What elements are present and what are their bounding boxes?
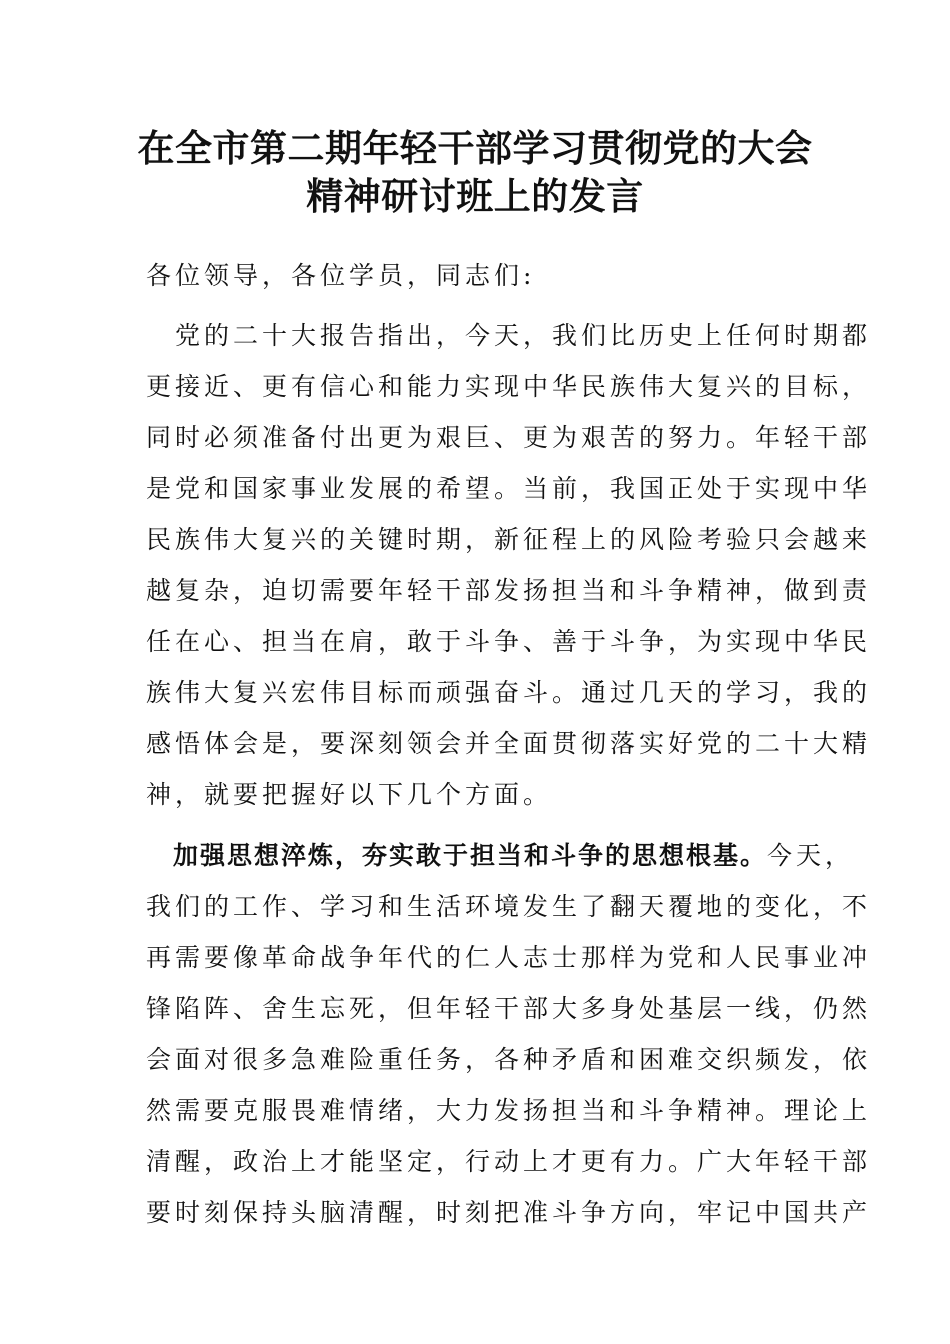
paragraph-line: 更接近、更有信心和能力实现中华民族伟大复兴的目标， (146, 372, 872, 401)
paragraph-line: 是党和国家事业发展的希望。当前，我国正处于实现中华 (146, 474, 872, 503)
paragraph-line: 神，就要把握好以下几个方面。 (146, 780, 553, 809)
paragraph-first-line (146, 830, 855, 882)
paragraph-line: 然需要克服畏难情绪，大力发扬担当和斗争精神。理论上 (146, 1096, 872, 1125)
salutation: 各位领导，各位学员，同志们: (146, 261, 536, 290)
document-title-line-1: 在全市第二期年轻干部学习贯彻党的大会 (137, 126, 813, 170)
paragraph-line: 族伟大复兴宏伟目标而顽强奋斗。通过几天的学习，我的 (146, 678, 872, 707)
paragraph-first-line-rest: 今天， (767, 841, 855, 870)
paragraph-line: 锋陷阵、舍生忘死，但年轻干部大多身处基层一线，仍然 (146, 994, 872, 1023)
paragraph-line: 感悟体会是，要深刻领会并全面贯彻落实好党的二十大精 (146, 729, 872, 758)
paragraph-line: 清醒，政治上才能坚定，行动上才更有力。广大年轻干部 (146, 1147, 872, 1176)
paragraph-line: 民族伟大复兴的关键时期，新征程上的风险考验只会越来 (146, 525, 872, 554)
paragraph-line: 任在心、担当在肩，敢于斗争、善于斗争，为实现中华民 (146, 627, 872, 656)
paragraph-line: 党的二十大报告指出，今天，我们比历史上任何时期都 (146, 321, 872, 350)
paragraph-line: 再需要像革命战争年代的仁人志士那样为党和人民事业冲 (146, 943, 872, 972)
paragraph-line: 越复杂，迫切需要年轻干部发扬担当和斗争精神，做到责 (146, 576, 872, 605)
paragraph-line: 我们的工作、学习和生活环境发生了翻天覆地的变化，不 (146, 892, 872, 921)
document-title-line-2: 精神研讨班上的发言 (306, 174, 644, 218)
paragraph-line: 要时刻保持头脑清醒，时刻把准斗争方向，牢记中国共产 (146, 1198, 872, 1227)
paragraph-line: 同时必须准备付出更为艰巨、更为艰苦的努力。年轻干部 (146, 423, 872, 452)
paragraph-line: 会面对很多急难险重任务，各种矛盾和困难交织频发，依 (146, 1045, 872, 1074)
bold-lead-sentence: 加强思想淬炼，夯实敢于担当和斗争的思想根基。 (146, 841, 768, 870)
